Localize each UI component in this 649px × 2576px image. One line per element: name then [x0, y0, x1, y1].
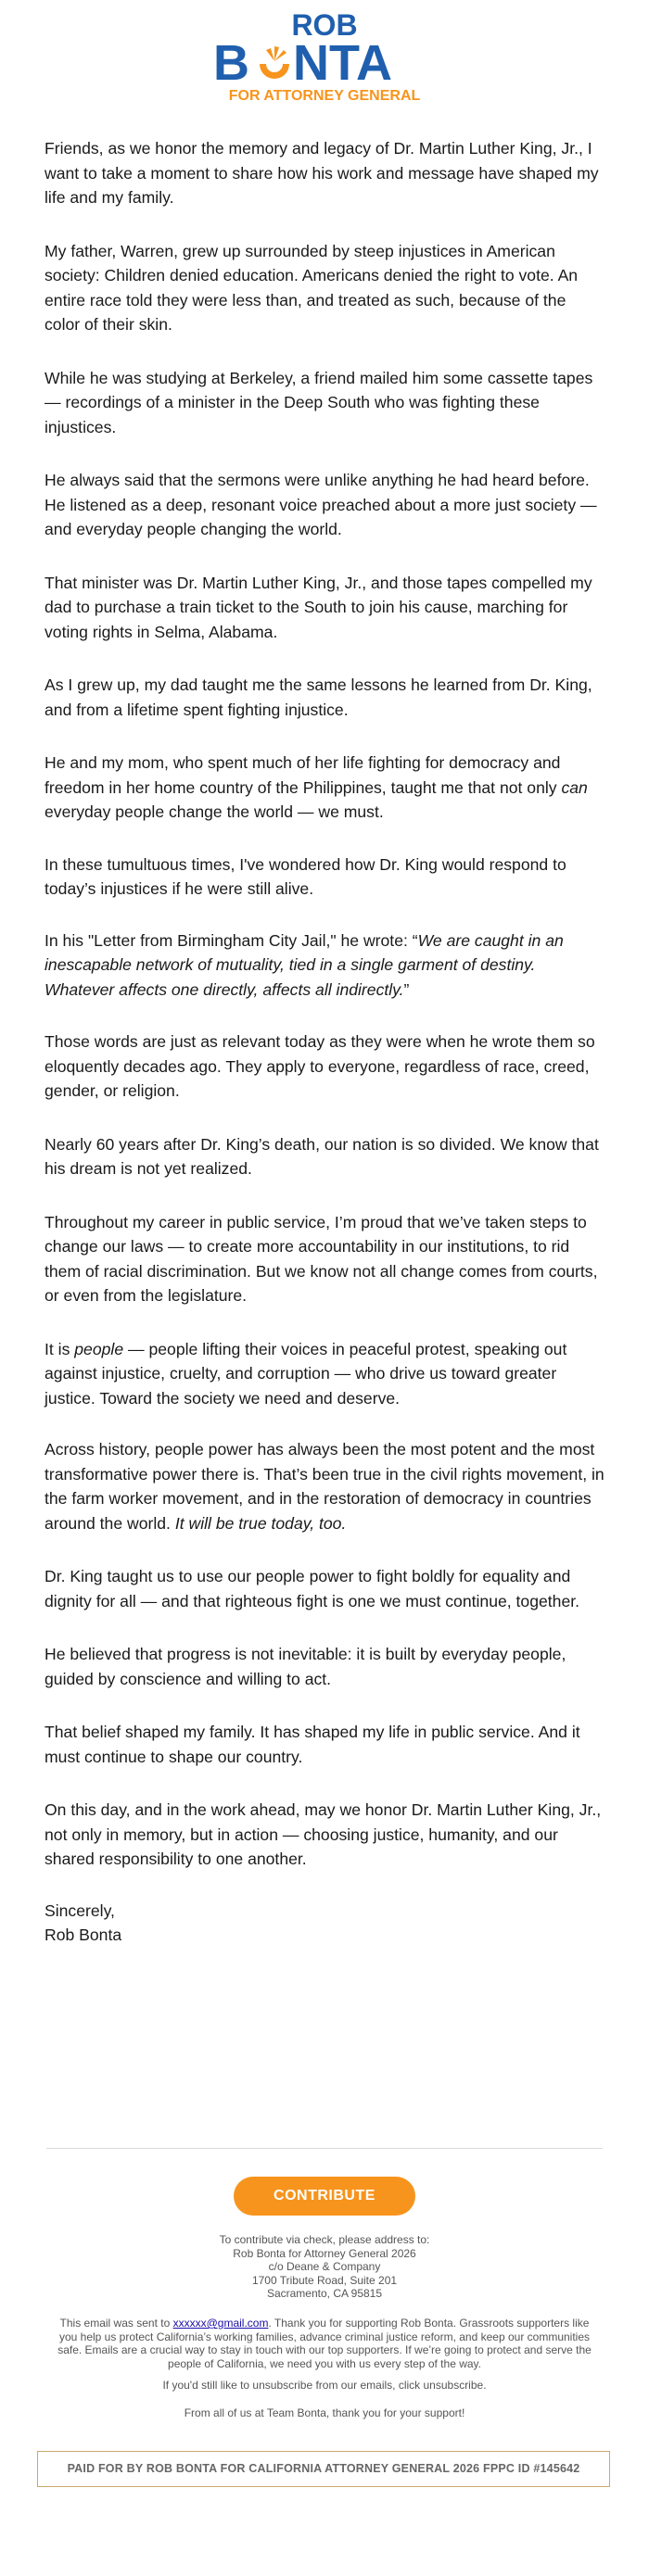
signoff: Sincerely,	[45, 1900, 115, 1920]
letter-paragraph	[45, 852, 604, 902]
letter-paragraph	[45, 1642, 604, 1691]
letter-paragraph	[45, 468, 604, 542]
paragraph-text: Across history, people power has always been the most potent and the most transformative power there is. That’s been true in the civil rights movement, in the farm worker movement, and in the restoration of democracy in countries around the world.	[45, 1440, 604, 1533]
paragraph-text: As I grew up, my dad taught me the same lessons he learned from Dr. King, and from a lifetime spent fighting injustice.	[45, 676, 592, 719]
paragraph-text: Those words are just as relevant today as they were when he wrote them so eloquently decades ago. They apply to everyone, regardless of race, creed, gender, or religion.	[45, 1032, 595, 1100]
logo-letter-b: B	[213, 35, 249, 91]
paragraph-text: He and my mom, who spent much of her life fighting for democracy and freedom in her home country of the Philippines, taught me that not only	[45, 753, 562, 797]
logo-graphic	[213, 7, 436, 107]
paragraph-text: Throughout my career in public service, I’m proud that we’ve taken steps to change our laws — to create more accountability in our institutions, to rid them of racial discrimination. But we know not all change comes from courts, or even from the legislature.	[45, 1212, 598, 1305]
emphasis-text: We are caught in an inescapable network of mutuality, tied in a single garment of destiny. Whatever affects one directly, affects all indirectly.	[45, 930, 564, 999]
letter-paragraph	[45, 1798, 604, 1872]
paragraph-text: ”	[403, 979, 410, 999]
sun-icon	[260, 46, 289, 79]
letter-paragraph	[45, 673, 604, 722]
paid-for-disclaimer: PAID FOR BY ROB BONTA FOR CALIFORNIA ATTORNEY GENERAL 2026 FPPC ID #145642	[37, 2451, 610, 2487]
letter-paragraph	[45, 571, 604, 645]
letter-paragraph	[45, 1132, 604, 1181]
address-line: Sacramento, CA 95815	[266, 2287, 383, 2300]
letter-paragraph	[45, 1437, 604, 1535]
letter-paragraph	[45, 751, 604, 825]
paragraph-text: It is	[45, 1339, 75, 1358]
logo-tagline: FOR ATTORNEY GENERAL	[228, 88, 421, 104]
letter-paragraph	[45, 928, 604, 1003]
letter-paragraph	[45, 1337, 604, 1411]
sun-arc	[260, 64, 289, 79]
email-notice	[56, 2317, 593, 2370]
emphasis-text: It will be true today, too.	[174, 1513, 347, 1533]
paragraph-text: My father, Warren, grew up surrounded by steep injustices in American society: Children denied education. Americans denied the right to vote. An entire race told they were less than, and treated as such, because of the color of their skin.	[45, 241, 579, 334]
logo-first-name: ROB	[291, 8, 358, 42]
letter-paragraph	[45, 366, 604, 440]
sun-ray-left	[266, 48, 274, 61]
paragraph-text: He always said that the sermons were unlike anything he had heard before. He listened as a deep, resonant voice preached about a more just society — and everyday people changing the world.	[45, 471, 597, 538]
header	[0, 0, 649, 116]
recipient-email-link[interactable]: xxxxxx@gmail.com	[172, 2317, 269, 2330]
logo-last-name: NTA	[293, 35, 392, 91]
address-line: 1700 Tribute Road, Suite 201	[251, 2273, 398, 2287]
paragraph-text: Dr. King taught us to use our people power to fight boldly for equality and dignity for all — and that righteous fight is one we must continue, together.	[45, 1567, 580, 1610]
letter-body	[45, 116, 604, 1948]
paragraph-text: In these tumultuous times, I've wondered how Dr. King would respond to today’s injustices if he were still alive.	[45, 854, 566, 898]
address-line: To contribute via check, please address to:	[219, 2233, 430, 2246]
letter-paragraph	[45, 1564, 604, 1613]
letter-paragraph	[45, 1720, 604, 1769]
letter-paragraph	[45, 239, 604, 337]
letter-paragraph	[45, 1029, 604, 1104]
paragraph-text: everyday people change the world — we must.	[45, 802, 384, 821]
paragraph-text: That belief shaped my family. It has shaped my life in public service. And it must continue to shape our country.	[45, 1723, 580, 1766]
letter-paragraphs	[45, 116, 604, 1872]
paragraph-text: That minister was Dr. Martin Luther King, Jr., and those tapes compelled my dad to purchase a train ticket to the South to join his cause, marching for voting rights in Selma, Alabama.	[45, 573, 592, 641]
check-address	[56, 2233, 593, 2301]
paragraph-text: On this day, and in the work ahead, may we honor Dr. Martin Luther King, Jr., not only in memory, but in action — choosing justice, humanity, and our shared responsibility to one another.	[45, 1800, 602, 1868]
paragraph-text: He believed that progress is not inevitable: it is built by everyday people, guided by conscience and willing to act.	[45, 1645, 566, 1688]
paragraph-text: In his "Letter from Birmingham City Jail," he wrote: “	[45, 930, 418, 950]
paragraph-text: — people lifting their voices in peaceful protest, speaking out against injustice, cruelty, and corruption — who drive us toward greater justice. Toward the society we need and deserve.	[45, 1339, 567, 1408]
footer-divider	[46, 2148, 603, 2149]
notice-suffix: . Thank you for supporting Rob Bonta. Grassroots supporters like you help us protect California’s working families, advance criminal justice reform, and keep our communities safe. Emails are a crucial way to stay in touch with our top supporters. If we’re going to protect and serve the people of California, we need you with us every step of the way.	[57, 2317, 592, 2370]
notice-prefix: This email was sent to	[59, 2317, 173, 2330]
paragraph-text: Friends, as we honor the memory and legacy of Dr. Martin Luther King, Jr., I want to take a moment to share how his work and message have shaped my life and my family.	[45, 139, 599, 207]
emphasis-text: people	[74, 1339, 124, 1358]
thanks-text: From all of us at Team Bonta, thank you for your support!	[184, 2406, 465, 2419]
address-line: Rob Bonta for Attorney General 2026	[233, 2246, 416, 2260]
letter-paragraph	[45, 136, 604, 210]
signature: Rob Bonta	[45, 1926, 122, 1944]
paragraph-text: Nearly 60 years after Dr. King’s death, our nation is so divided. We know that his dream is not yet realized.	[45, 1134, 599, 1178]
unsubscribe-text[interactable]: If you'd still like to unsubscribe from our emails, click unsubscribe.	[162, 2379, 487, 2392]
campaign-logo[interactable]	[213, 7, 436, 107]
contribute-button[interactable]: CONTRIBUTE	[234, 2177, 415, 2216]
emphasis-text: can	[561, 777, 588, 797]
letter-paragraph	[45, 1210, 604, 1308]
paragraph-text: While he was studying at Berkeley, a friend mailed him some cassette tapes — recordings of a minister in the Deep South who was fighting these injustices.	[45, 368, 593, 436]
address-line: c/o Deane & Company	[268, 2260, 381, 2273]
